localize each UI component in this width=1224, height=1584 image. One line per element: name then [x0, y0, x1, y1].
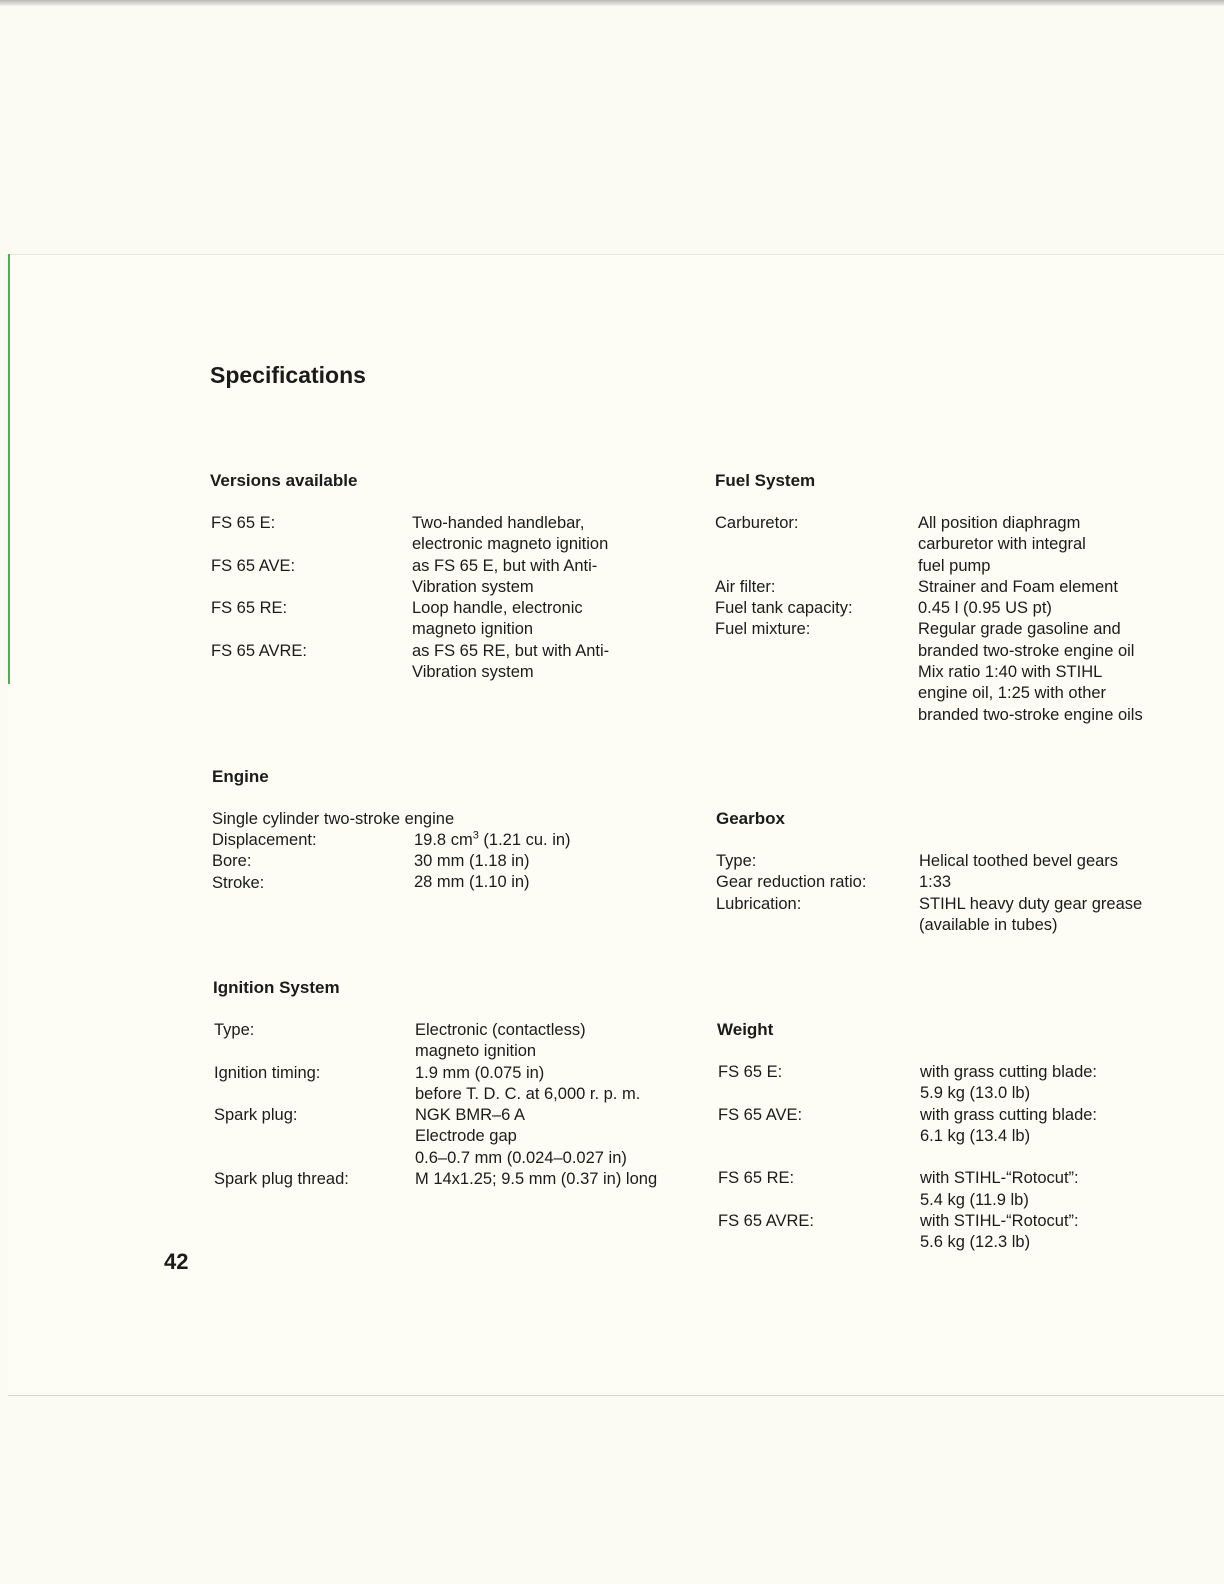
weight-values: with grass cutting blade: 5.9 kg (13.0 lb) with grass cutting blade: 6.1 kg (13.4 lb) with STIHL-“Rotocut”: 5.4 kg (11.9 lb) with STIHL-“Rotocut”: 5.6 kg (12.3 lb): [920, 1063, 1098, 1252]
page-number: 42: [164, 1249, 189, 1274]
engine-heading: Engine: [212, 767, 269, 786]
displacement-superscript: 3: [472, 829, 479, 842]
ignition-values: Electronic (contactless) magneto ignition 1.9 mm (0.075 in) before T. D. C. at 6,000 r. p. m. NGK BMR–6 A Electrode gap 0.6–0.7 mm (0.024–0.027 in) M 14x1.25; 9.5 mm (0.37 in) long: [415, 1021, 658, 1189]
gearbox-labels: Type: Gear reduction ratio: Lubrication:: [716, 852, 867, 913]
page-edge-accent: [8, 254, 10, 684]
engine-description: Single cylinder two-stroke engine: [212, 810, 455, 828]
displacement-suffix: (1.21 cu. in): [478, 831, 571, 849]
engine-labels: Displacement: Bore: Stroke:: [212, 831, 317, 892]
scan-top-edge: [0, 0, 1224, 6]
displacement-number: 19.8 cm: [414, 831, 473, 849]
ignition-labels: Type: Ignition timing: Spark plug: Spark plug thread:: [214, 1021, 349, 1189]
page-title: Specifications: [210, 362, 366, 388]
versions-heading: Versions available: [210, 471, 358, 490]
engine-values: 30 mm (1.18 in) 28 mm (1.10 in): [414, 852, 530, 892]
fuel-heading: Fuel System: [715, 471, 816, 490]
weight-heading: Weight: [717, 1020, 774, 1039]
ignition-heading: Ignition System: [213, 978, 340, 997]
versions-labels: FS 65 E: FS 65 AVE: FS 65 RE: FS 65 AVRE:: [211, 514, 307, 660]
fuel-values: All position diaphragm carburetor with integral fuel pump Strainer and Foam element 0.45 l (0.95 US pt) Regular grade gasoline and branded two-stroke engine oil Mix ratio 1:40 with STIHL engine oil, 1:25 with other branded two-stroke engine oils: [918, 514, 1143, 724]
versions-values: Two-handed handlebar, electronic magneto ignition as FS 65 E, but with Anti- Vibration system Loop handle, electronic magneto ignition as FS 65 RE, but with Anti- Vibration system: [412, 514, 610, 682]
gearbox-values: Helical toothed bevel gears 1:33 STIHL heavy duty gear grease (available in tubes): [919, 852, 1143, 934]
engine-displacement-value: [414, 830, 571, 851]
weight-labels: FS 65 E: FS 65 AVE: FS 65 RE: FS 65 AVRE:: [718, 1063, 814, 1231]
gearbox-heading: Gearbox: [716, 809, 785, 828]
fuel-labels: Carburetor: Air filter: Fuel tank capacity: Fuel mixture:: [715, 514, 853, 639]
